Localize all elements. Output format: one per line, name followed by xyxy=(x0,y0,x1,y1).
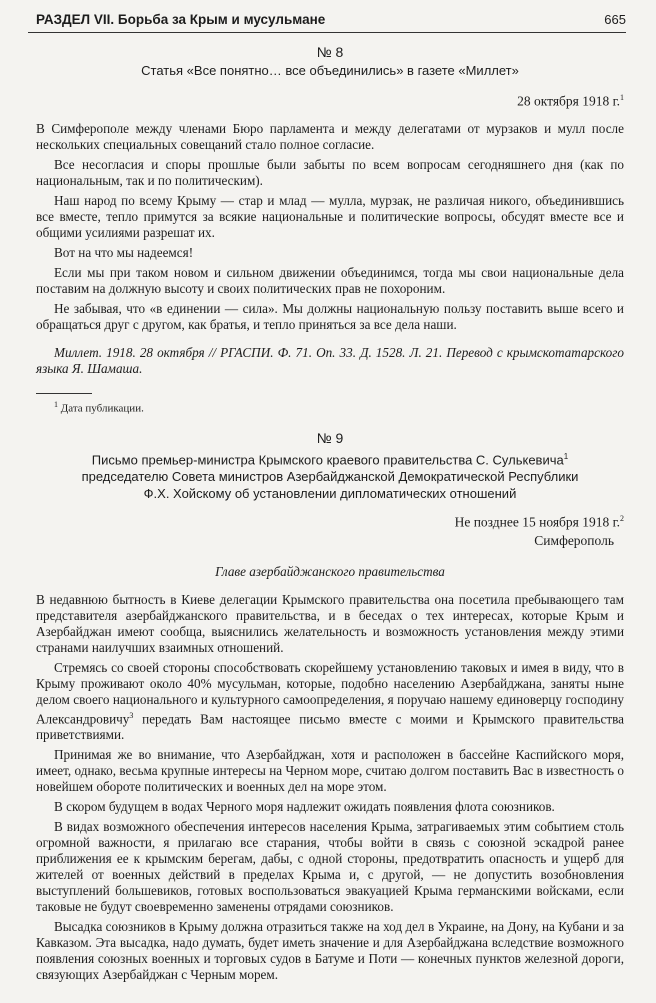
doc9-paragraph: В скором будущем в водах Черного моря надлежит ожидать появления флота союзников. xyxy=(54,799,555,815)
doc8-paragraph: Вот на что мы надеемся! xyxy=(54,244,194,260)
doc9-title: Письмо премьер-министра Крымского краевого правительства С. Сулькевича$^1$ председателю Совета министров Азербайджанской Демократической Республики Ф.Х. Хойскому об установлении дипломатических отношений xyxy=(81,452,579,502)
doc9-place: Симферополь xyxy=(534,532,614,548)
doc8-source: Миллет. 1918. 28 октября // РГАСПИ. Ф. 71. Оп. 33. Д. 1528. Л. 21. Перевод с крымскотатарского языка Я. Шамаша. xyxy=(36,344,624,376)
doc8-footnote: $^1$ Дата публикации. xyxy=(54,399,144,415)
doc9-paragraph: Стремясь со своей стороны способствовать скорейшему установлению таковых и имея в виду, что в Крыму проживают около 40% мусульман, которые, подобно населению Азербайджана, заняты ныне делом своего национального и культурного самоопределения, я поручаю нашему единоверцу господину Александровичу$^3$ передать Вам настоящее письмо вместе с моими и Крымского правительства приветствиями. xyxy=(36,659,624,743)
doc8-paragraph: Все несогласия и споры прошлые были забыты по всем вопросам сегодняшнего дня (как по национальным, так и по политическим). xyxy=(36,156,624,188)
doc8-paragraph: В Симферополе между членами Бюро парламента и между делегатами от мурзаков и мулл после нескольких специальных совещаний стало полное согласие. xyxy=(36,120,624,152)
doc9-number: № 9 xyxy=(316,430,344,447)
footnote-rule xyxy=(36,393,92,394)
doc8-paragraph: Если мы при таком новом и сильном движении объединимся, тогда мы свои национальные дела поставим на должную высоту и своих политических прав не похороним. xyxy=(36,264,624,296)
doc9-paragraph: Принимая же во внимание, что Азербайджан, хотя и расположен в бассейне Каспийского моря, имеет, однако, весьма крупные интересы на Черном море, считаю долгом поставить Вас в известность о новейшем обороте политических и военных дел на море этом. xyxy=(36,747,624,795)
page-content xyxy=(36,44,624,987)
doc8-date-note: 1 xyxy=(620,93,624,102)
doc9-paragraph: В видах возможного обеспечения интересов населения Крыма, затрагиваемых этим событием столь огромной важности, я прилагаю все старания, чтобы войти в связь с союзной эскадрой ранее приближения ее к крымским берегам, дабы, с одной стороны, предотвратить опасность и ущерб для жителей от военных действий в пределах Крыма и, с другой, — не допустить возобновления выступлений большевиков, готовых воспользоваться эвакуацией Крыма германскими войсками, если таковые не будут своевременно заменены отрядами союзников. xyxy=(36,819,624,915)
doc8-title: Статья «Все понятно… все объединились» в газете «Миллет» xyxy=(141,63,519,78)
doc8-number: № 8 xyxy=(316,44,344,60)
doc8-date: 28 октября 1918 г.$^1$ xyxy=(517,93,624,109)
doc8-paragraph: Не забывая, что «в единении — сила». Мы должны национальную пользу поставить выше всего и обращаться друг с другом, как братья, и тепло приняться за все дела наши. xyxy=(36,300,624,332)
doc8-paragraph: Наш народ по всему Крыму — стар и млад — мулла, мурзак, не различая никого, объединившись все вместе, тепло примутся за всякие национальные и политические вопросы, обсудят вместе все и общими усилиями разрешат их. xyxy=(36,192,624,240)
running-header xyxy=(28,10,626,33)
doc9-date: Не позднее 15 ноября 1918 г.$^2$ xyxy=(454,514,624,530)
page-number: 665 xyxy=(604,12,626,27)
doc9-paragraph: В недавнюю бытность в Киеве делегации Крымского правительства она посетила пребывающего там представителя азербайджанского правительства, и в беседах о тех интересах, которые Крым и Азербайджан имеют сообща, выяснились желательность и возможность установления между этими странами наилучших взаимных отношений. xyxy=(36,591,624,655)
doc9-addressee: Главе азербайджанского правительства xyxy=(215,563,445,579)
section-title: РАЗДЕЛ VII. Борьба за Крым и мусульмане xyxy=(36,12,326,27)
doc9-paragraph: Высадка союзников в Крыму должна отразиться также на ход дел в Украине, на Дону, на Кубани и за Кавказом. Эта высадка, надо думать, будет иметь значение и для Азербайджана вследствие возможного появления союзных военных и торговых судов в Батуме и Поти — конечных пунктов железной дороги, связующих Азербайджан с Черным морем. xyxy=(36,919,624,983)
